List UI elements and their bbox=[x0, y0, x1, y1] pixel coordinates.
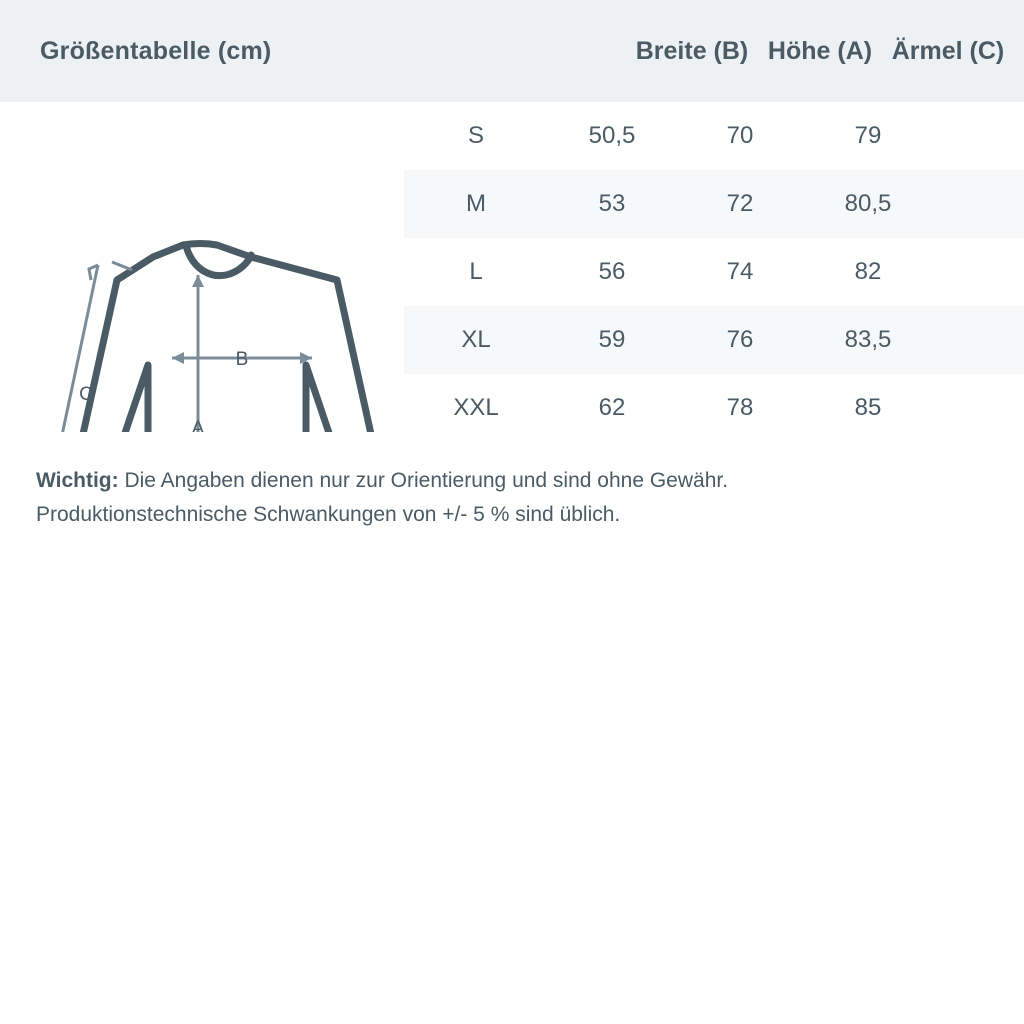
page-title: Größentabelle (cm) bbox=[40, 36, 272, 65]
diagram-label-b: B bbox=[235, 349, 249, 370]
header-sleeve-column: Ärmel (C) bbox=[891, 36, 1005, 65]
cell-width: 56 bbox=[598, 258, 626, 285]
header-column-group bbox=[528, 37, 1024, 66]
header-height-column: Höhe (A) bbox=[767, 36, 873, 65]
cell-height: 74 bbox=[726, 258, 754, 285]
disclaimer-note bbox=[0, 438, 1024, 532]
cell-sleeve: 82 bbox=[854, 258, 882, 285]
cell-sleeve: 83,5 bbox=[844, 326, 892, 353]
cell-sleeve: 80,5 bbox=[844, 190, 892, 217]
disclaimer-line-2: Produktionstechnische Schwankungen von +/- 5 % sind üblich. bbox=[36, 503, 621, 526]
disclaimer-line-1: Die Angaben dienen nur zur Orientierung und sind ohne Gewähr. bbox=[118, 469, 729, 492]
cell-sleeve: 85 bbox=[854, 394, 882, 421]
size-table bbox=[404, 102, 1024, 442]
cell-size: M bbox=[466, 190, 486, 217]
table-row bbox=[404, 374, 1024, 442]
garment-diagram-icon bbox=[20, 112, 400, 432]
cell-height: 72 bbox=[726, 190, 754, 217]
diagram-label-a: A bbox=[191, 418, 205, 432]
cell-size: XXL bbox=[453, 394, 499, 421]
disclaimer-emphasis: Wichtig: bbox=[36, 469, 119, 492]
diagram-label-c: C bbox=[79, 384, 93, 405]
table-row bbox=[404, 306, 1024, 374]
cell-sleeve: 79 bbox=[854, 122, 882, 149]
header-width-column: Breite (B) bbox=[635, 36, 749, 65]
cell-size: L bbox=[469, 258, 483, 285]
cell-width: 50,5 bbox=[588, 122, 636, 149]
table-row bbox=[404, 102, 1024, 170]
table-row bbox=[404, 238, 1024, 306]
cell-height: 76 bbox=[726, 326, 754, 353]
cell-width: 59 bbox=[598, 326, 626, 353]
table-row bbox=[404, 170, 1024, 238]
cell-width: 53 bbox=[598, 190, 626, 217]
size-chart-header bbox=[0, 0, 1024, 102]
cell-size: XL bbox=[461, 326, 491, 353]
cell-height: 70 bbox=[726, 122, 754, 149]
cell-width: 62 bbox=[598, 394, 626, 421]
cell-height: 78 bbox=[726, 394, 754, 421]
size-chart-body bbox=[0, 102, 1024, 438]
cell-size: S bbox=[467, 122, 484, 149]
